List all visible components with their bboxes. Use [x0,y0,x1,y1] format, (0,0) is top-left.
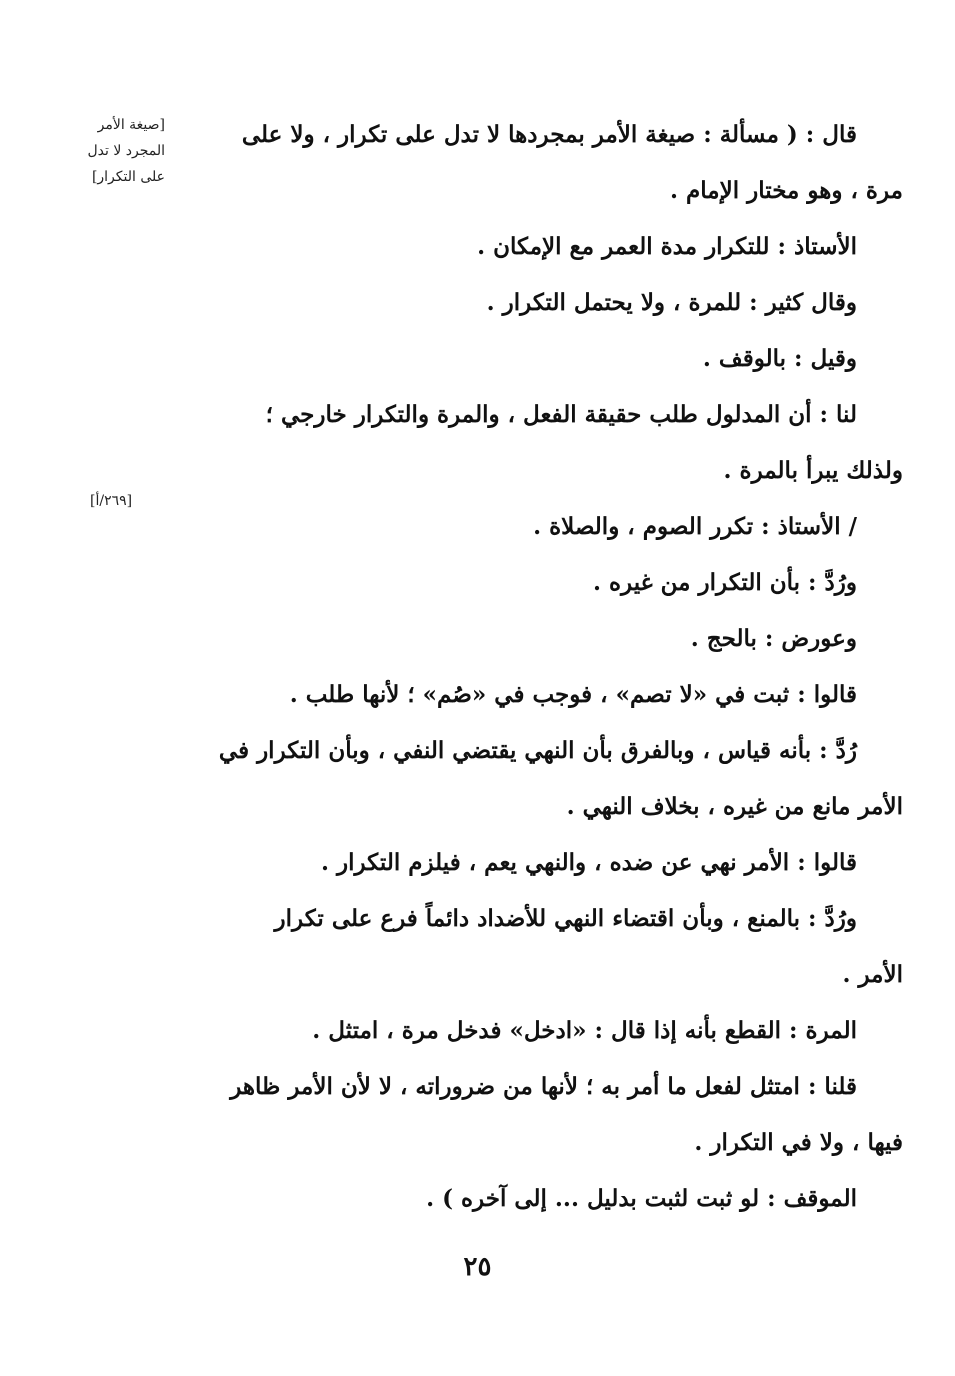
text-line: المرة : القطع بأنه إذا قال : «ادخل» فدخل مرة ، امتثل . [312,1017,857,1044]
text-line: قلنا : امتثل لفعل ما أمر به ؛ لأنها من ضروراته ، لا لأن الأمر ظاهر [230,1073,857,1100]
text-line: الأمر مانع من غيره ، بخلاف النهي . [566,793,903,820]
margin-note-line: المجرد لا تدل [87,143,165,159]
folio-mark: [٢٦٩/أ] [90,493,133,509]
text-line: وقال كثير : للمرة ، ولا يحتمل التكرار . [486,289,857,316]
text-line: مرة ، وهو مختار الإمام . [670,177,903,204]
margin-note-line: [صيغة الأمر [97,117,165,133]
text-line: قالوا : الأمر نهي عن ضده ، والنهي يعم ، فيلزم التكرار . [320,849,857,876]
text-line: وعورض : بالحج . [690,625,857,652]
margin-note-line: على التكرار] [91,169,165,185]
text-line: رُدَّ : بأنه قياس ، وبالفرق بأن النهي يقتضي النفي ، وبأن التكرار في [218,737,857,764]
text-line: فيها ، ولا في التكرار . [694,1129,903,1156]
text-line: الأستاذ : للتكرار مدة العمر مع الإمكان . [477,233,857,260]
text-line: الموقف : لو ثبت لثبت بدليل ... إلى آخره ) . [426,1185,857,1212]
main-text [143,112,903,1232]
text-line: / الأستاذ : تكرر الصوم ، والصلاة . [533,513,857,540]
text-line: ولذلك يبرأ بالمرة . [723,457,903,484]
text-line: وقيل : بالوقف . [702,345,857,372]
page-number: ٢٥ [463,1252,492,1282]
text-line: ورُدَّ : بأن التكرار من غيره . [592,569,857,596]
text-line: ورُدَّ : بالمنع ، وبأن اقتضاء النهي للأضداد دائماً فرع على تكرار [274,905,857,932]
text-line: قالوا : ثبت في «لا تصم» ، فوجب في «صُم» ؛ لأنها طلب . [289,681,857,708]
text-line: لنا : أن المدلول طلب حقيقة الفعل ، والمرة والتكرار خارجي ؛ [265,401,857,428]
text-line: الأمر . [842,961,903,988]
text-line: قال : ( مسألة : صيغة الأمر بمجردها لا تدل على تكرار ، ولا على [241,121,857,148]
